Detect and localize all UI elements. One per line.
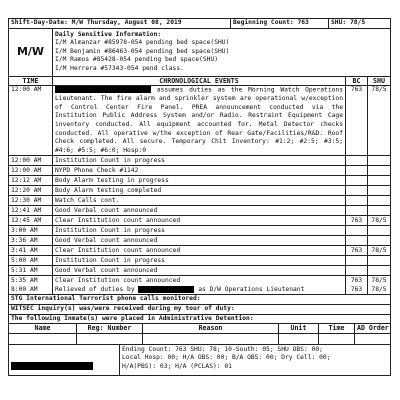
admin-detention-row — [9, 315, 390, 325]
event-row — [9, 236, 390, 246]
event-row — [9, 196, 390, 206]
ad-col-reason: Reason — [143, 324, 279, 333]
event-shu: 78/5 — [371, 277, 387, 285]
event-bc — [346, 206, 368, 215]
event-text — [53, 285, 346, 294]
event-shu — [368, 176, 390, 185]
event-shu — [368, 186, 390, 195]
ad-col-unit: Unit — [279, 324, 319, 333]
shift-header-row — [9, 19, 390, 29]
shift-log-sheet — [8, 18, 391, 376]
event-row — [9, 246, 390, 256]
beginning-count: Beginning Count: 763 — [231, 19, 329, 28]
ad-cell — [355, 334, 390, 344]
event-shu: 78/5 — [371, 247, 387, 255]
event-time: 12:00 AM — [9, 166, 53, 175]
witsec-note: WITSEC inquiry(s) was/were received during my tour of duty: — [11, 305, 235, 312]
event-time: 12:12 AM — [9, 176, 53, 185]
event-time: 8:00 AM — [9, 285, 53, 294]
event-text: Body Alarm testing in progress — [53, 176, 346, 185]
ad-cell — [279, 334, 319, 344]
event-bc — [346, 166, 368, 175]
event-text: Clear Institution count announced — [53, 216, 346, 225]
event-time: 12:41 AM — [9, 206, 53, 215]
event-shu — [368, 236, 390, 245]
event-bc — [346, 256, 368, 265]
sensitive-info — [53, 29, 390, 76]
sensitive-line: I/M Benjamin #86463-054 pending bed space(SHU) — [55, 47, 230, 55]
event-time: 12:00 AM — [9, 86, 53, 155]
event-bc — [346, 186, 368, 195]
event-text-body: Operations Lieutenant. The fire alarm and sprinkler system are operational w/exception of Control Center Fire Panel. PREA announcement conducted via the Institution Public Address System and/or Radio. Restraint Equipment Cage inventory conducted. All equipment accounted for. Metal Detector checks conducted. All operative w/the exception of Rear Gate/Facilities/R&D. Roof Check completed. All secure. Temporary Chit Inventory: #1:2; #2:5; #3:5; #4:6; #5:5; #6:0; Hosp:0 — [55, 86, 343, 154]
col-shu: SHU — [373, 76, 385, 85]
stg-note-row — [9, 295, 390, 305]
event-text: Good Verbal count announced — [53, 206, 346, 215]
event-time: 12:45 AM — [9, 216, 53, 225]
signature-block — [9, 345, 120, 375]
sensitive-line: I/M Herrera #57343-054 pend class. — [55, 64, 184, 72]
ad-col-order: AD Order — [357, 324, 389, 333]
event-row-relieved — [9, 285, 390, 295]
event-text: NYPD Phone Check #1142 — [53, 166, 346, 175]
ad-cell — [319, 334, 355, 344]
event-bc: 763 — [346, 216, 368, 225]
event-text: Clear Institution count announced — [53, 276, 346, 285]
event-time: 5:35 AM — [9, 276, 53, 285]
event-text: Watch Calls cont. — [53, 196, 346, 205]
event-bc: 763 — [346, 246, 368, 255]
event-time: 3:41 AM — [9, 246, 53, 255]
witsec-note-row — [9, 305, 390, 315]
col-bc: BC — [346, 77, 368, 86]
event-time: 12:30 AM — [9, 196, 53, 205]
sensitive-info-row — [9, 29, 390, 77]
event-shu — [368, 256, 390, 265]
sensitive-title: Daily Sensitive Information: — [55, 30, 162, 38]
event-text: Body Alarm testing completed — [53, 186, 346, 195]
sensitive-line: I/M Ramos #85428-054 pending bed space(SHU) — [55, 56, 219, 64]
event-row — [9, 186, 390, 196]
ad-table-empty-row — [9, 334, 390, 345]
event-row — [9, 226, 390, 236]
event-shu — [368, 266, 390, 275]
summary-line: Local Hosp: 00; H/A OBS: 00; B/A OBS: 00; Dry Cell: 00; — [122, 354, 331, 362]
event-row — [9, 176, 390, 186]
event-bc — [346, 236, 368, 245]
events-list — [9, 156, 390, 285]
shift-date: Shift-Day-Date: M/W Thursday, August 08, 2019 — [9, 19, 231, 28]
event-time: 12:20 AM — [9, 186, 53, 195]
event-bc: 763 — [346, 86, 368, 155]
event-shu — [368, 156, 390, 165]
event-text: Institution Count in progress — [53, 256, 346, 265]
ad-cell — [143, 334, 279, 344]
events-column-headers — [9, 77, 390, 87]
relieved-prefix: Relieved of duties by — [55, 286, 135, 294]
ad-table-header — [9, 324, 390, 334]
event-bc — [346, 266, 368, 275]
event-shu — [368, 226, 390, 235]
event-row — [9, 216, 390, 226]
event-text: Clear Institution count announced — [53, 246, 346, 255]
event-row — [9, 266, 390, 276]
ad-col-name: Name — [9, 324, 77, 333]
event-bc: 763 — [346, 276, 368, 285]
shu-count: SHU: 78/5 — [331, 19, 366, 26]
summary-line: H/A(PBS): 03; H/A (PCLAS): 01 — [122, 362, 232, 370]
signature-redaction — [11, 362, 93, 370]
ad-col-reg: Reg: Number — [77, 324, 143, 333]
sensitive-line: I/M Almanzar #85978-054 pending bed space(SHU) — [55, 39, 230, 47]
relieved-suffix: as D/W Operations Lieutenant — [198, 286, 305, 294]
tour-label: M/W — [9, 29, 53, 76]
admin-detention-note: The following Inmate(s) were placed in Administrative Detention: — [11, 314, 254, 322]
signature-summary-row — [9, 345, 390, 375]
ad-cell — [9, 334, 77, 344]
event-row — [9, 256, 390, 266]
event-bc — [346, 196, 368, 205]
event-shu — [368, 166, 390, 175]
event-row — [9, 206, 390, 216]
event-shu — [368, 196, 390, 205]
event-text — [53, 86, 346, 155]
ad-col-time: Time — [319, 324, 355, 333]
event-text: Good Verbal count announced — [53, 266, 346, 275]
event-time: 3:00 AM — [9, 226, 53, 235]
event-shu: 78/5 — [371, 86, 387, 94]
event-shu — [368, 206, 390, 215]
event-row — [9, 156, 390, 166]
event-text-lead: assumes duties as the Morning Watch — [156, 86, 300, 94]
event-time: 3:36 AM — [9, 236, 53, 245]
event-shu: 78/5 — [371, 217, 387, 225]
event-row-opening — [9, 86, 390, 156]
event-row — [9, 166, 390, 176]
event-bc: 763 — [346, 285, 368, 294]
event-bc — [346, 226, 368, 235]
col-events: CHRONOLOGICAL EVENTS — [53, 77, 346, 86]
event-time: 5:00 AM — [9, 256, 53, 265]
redaction-bar — [138, 286, 194, 293]
event-shu: 78/5 — [371, 286, 387, 294]
event-bc — [346, 156, 368, 165]
event-time: 12:00 AM — [9, 156, 53, 165]
summary-line: Ending Count: 763 SHU: 78; 10-South: 05; SHU OBS: 00; — [122, 345, 323, 353]
col-time: TIME — [9, 77, 53, 86]
redaction-bar — [55, 86, 151, 93]
ending-summary — [120, 345, 390, 375]
event-time: 5:31 AM — [9, 266, 53, 275]
event-bc — [346, 176, 368, 185]
event-text: Institution Count in progress — [53, 156, 346, 165]
ad-cell — [77, 334, 143, 344]
event-row — [9, 276, 390, 285]
event-text: Good Verbal count announced — [53, 236, 346, 245]
stg-note: STG International Terrorist phone calls monitored: — [11, 295, 201, 303]
event-text: Institution Count in progress — [53, 226, 346, 235]
